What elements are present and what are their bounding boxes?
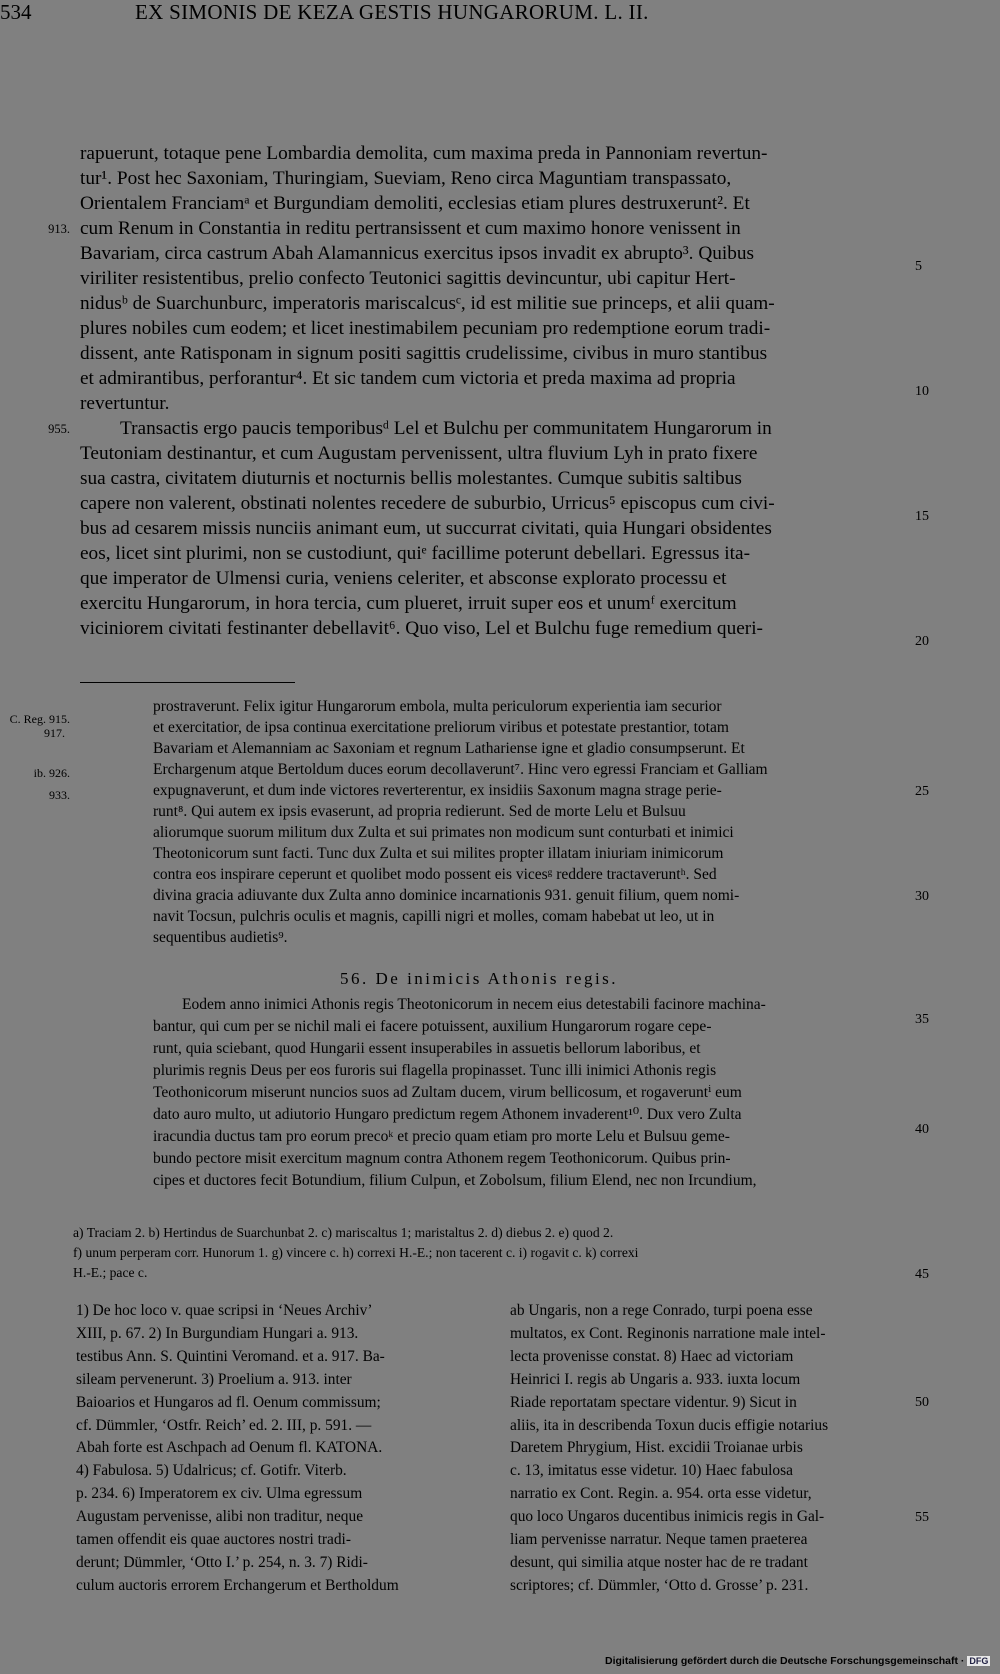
chapter-heading: 56. De inimicis Athonis regis. — [340, 969, 619, 988]
notes-right-column — [510, 1300, 906, 1598]
digitization-footer — [605, 1655, 990, 1667]
text-line: contra eos inspirare ceperunt et quolibet modo possent eis vicesᵍ reddere tractaveruntʰ. Sed — [153, 866, 717, 883]
note-line: Augustam pervenisse, alibi non traditur, neque — [76, 1508, 364, 1526]
variant-line: a) Traciam 2. b) Hertindus de Suarchunbat 2. c) mariscaltus 1; maristaltus 2. d) diebus 2. e) quod 2. — [73, 1225, 614, 1240]
text-line: Theotonicorum sunt facti. Tunc dux Zulta et sui milites propter illatam iniuriam inimicorum — [153, 845, 724, 862]
note-line: ab Ungaris, non a rege Conrado, turpi poena esse — [510, 1302, 813, 1319]
line-number: 20 — [915, 634, 929, 649]
line-number: 50 — [915, 1395, 929, 1410]
line-number: 15 — [915, 509, 929, 524]
line-number: 40 — [915, 1122, 929, 1137]
text-line: runt, quia sciebant, quod Hungarii essent insuperabiles in assuetis bellorum laboribus, et — [153, 1040, 701, 1057]
note-line: liam pervenisse narratur. Neque tamen praeterea — [510, 1531, 808, 1549]
note-line: p. 234. 6) Imperatorem ex civ. Ulma egressum — [76, 1485, 363, 1503]
notes-left-column — [76, 1300, 472, 1598]
footnote-rule — [80, 682, 295, 683]
text-line: bus ad cesarem missis nunciis animant eum, ut succurrat civitati, quia Hungari obsidentes — [80, 518, 772, 539]
note-line: narratio ex Cont. Regin. a. 954. orta esse videtur, — [510, 1485, 812, 1503]
note-line: Heinrici I. regis ab Ungaris a. 933. iuxta locum — [510, 1370, 801, 1388]
text-line: Eodem anno inimici Athonis regis Theotonicorum in necem eius detestabili facinore machina- — [182, 996, 766, 1013]
text-line: bantur, qui cum per se nichil mali ei facere potuissent, auxilium Hungarorum rogare cepe- — [153, 1018, 712, 1035]
text-line: Bavariam, circa castrum Abah Alamannicus exercitus ipsos invadit ex abrupto³. Quibus — [80, 243, 755, 264]
running-title: EX SIMONIS DE KEZA GESTIS HUNGARORUM. L. II. — [135, 0, 649, 24]
text-line: cum Renum in Constantia in reditu pertransissent et cum maximo honore venissent in — [80, 218, 741, 239]
page-number: 534 — [0, 0, 32, 24]
text-line: viciniorem civitati festinanter debellavit⁶. Quo viso, Lel et Bulchu fuge remedium queri- — [80, 618, 763, 639]
footer-text: Digitalisierung gefördert durch die Deutsche Forschungsgemeinschaft · — [605, 1655, 965, 1667]
note-line: lecta provenisse constat. 8) Haec ad victoriam — [510, 1347, 794, 1365]
text-line: Erchargenum atque Bertoldum duces eorum decollaverunt⁷. Hinc vero egressi Franciam et Galliam — [153, 761, 768, 778]
variant-line: H.-E.; pace c. — [73, 1265, 148, 1280]
line-number: 55 — [915, 1510, 929, 1525]
note-line: Abah forte est Aschpach ad Oenum fl. KATONA. — [76, 1439, 383, 1457]
text-line: nidusᵇ de Suarchunburc, imperatoris mariscalcusᶜ, id est militie sue princeps, et alii quam- — [80, 293, 775, 314]
margin-year: 955. — [48, 422, 70, 436]
text-line: divina gracia adiuvante dux Zulta anno dominice incarnationis 931. genuit filium, quem nomi- — [153, 887, 740, 904]
margin-source: ib. 926. — [33, 766, 70, 780]
text-line: Teutoniam destinantur, et cum Augustam pervenissent, ultra fluvium Lyh in prato fixere — [80, 443, 758, 464]
text-line: expugnaverunt, et dum inde victores reverterentur, ex insidiis Saxonum magna strage perie- — [153, 782, 722, 799]
line-number: 25 — [915, 784, 929, 799]
line-number: 10 — [915, 384, 929, 399]
text-line: dato auro multo, ut adiutorio Hungaro predictum regem Athonem invaderent¹⁰. Dux vero Zulta — [153, 1106, 742, 1123]
text-line: iracundia ductus tam pro eorum precoᵏ et precio quam etiam pro morte Lelu et Bulsuu geme- — [153, 1128, 730, 1145]
note-line: 1) De hoc loco v. quae scripsi in ‘Neues Archiv’ — [76, 1302, 373, 1319]
note-line: sileam pervenerunt. 3) Proelium a. 913. inter — [76, 1370, 352, 1388]
text-line: et exercitatior, de ipsa continua exercitatione preliorum viribus et potestate prestantior, totam — [153, 719, 729, 736]
text-line: plurimis regnis Deus per eos furoris sui flagella propinasset. Tunc illi inimici Athonis regis — [153, 1062, 717, 1079]
running-header — [0, 0, 690, 30]
margin-source: 917. — [44, 726, 65, 740]
note-line: cf. Dümmler, ‘Ostfr. Reich’ ed. 2. III, p. 591. — — [76, 1416, 372, 1434]
text-line: plures nobiles cum eodem; et licet inestimabilem pecuniam pro redemptione eorum tradi- — [80, 318, 771, 339]
text-line: revertuntur. — [80, 393, 170, 414]
line-number: 5 — [915, 259, 922, 274]
text-line: cipes et ductores fecit Botundium, filium Culpun, et Zobolsum, filium Elend, nec non Ircundium, — [153, 1172, 757, 1189]
text-line: Orientalem Franciamᵃ et Burgundiam demoliti, ecclesias etiam plures destruxerunt². Et — [80, 193, 750, 214]
text-line: et admirantibus, perforantur⁴. Et sic tandem cum victoria et preda maxima ad propria — [80, 368, 736, 389]
text-line: runt⁸. Qui autem ex ipsis evaserunt, ad propria redierunt. Sed de morte Lelu et Bulsuu — [153, 803, 686, 820]
margin-source: C. Reg. 915. — [9, 712, 70, 726]
note-line: aliis, ita in describenda Toxun ducis effigie notarius — [510, 1416, 829, 1434]
line-number: 45 — [915, 1267, 929, 1282]
note-line: derunt; Dümmler, ‘Otto I.’ p. 254, n. 3. 7) Ridi- — [76, 1553, 368, 1571]
variant-line: f) unum perperam corr. Hunorum 1. g) vincere c. h) correxi H.-E.; non tacerent c. i) rogavit c. k) correxi — [73, 1245, 639, 1260]
note-line: XIII, p. 67. 2) In Burgundiam Hungari a. 913. — [76, 1324, 359, 1342]
text-line: Transactis ergo paucis temporibusᵈ Lel et Bulchu per communitatem Hungarorum in — [120, 418, 772, 439]
text-line: Teothonicorum miserunt nuncios suos ad Zultam ducem, virum bellicosum, et rogaveruntⁱ eum — [153, 1084, 742, 1101]
text-line: tur¹. Post hec Saxoniam, Thuringiam, Sueviam, Reno circa Maguntiam transpassato, — [80, 168, 732, 189]
text-line: navit Tocsun, pulchris oculis et magnis, capilli nigri et molles, comam habebat ut leo, ut in — [153, 908, 715, 925]
text-line: capere non valerent, obstinati nolentes recedere de suburbio, Urricus⁵ episcopus cum civi- — [80, 493, 775, 514]
text-line: sequentibus audietis⁹. — [153, 929, 288, 946]
note-line: c. 13, imitatus esse videtur. 10) Haec fabulosa — [510, 1462, 793, 1480]
note-line: Baioarios et Hungaros ad fl. Oenum commissum; — [76, 1393, 381, 1411]
dfg-badge: DFG — [969, 1656, 989, 1666]
line-number: 35 — [915, 1012, 929, 1027]
text-line: prostraverunt. Felix igitur Hungarorum embola, multa periculorum experientia iam securior — [153, 698, 722, 715]
note-line: testibus Ann. S. Quintini Veromand. et a. 917. Ba- — [76, 1347, 385, 1365]
note-line: scriptores; cf. Dümmler, ‘Otto d. Grosse’ p. 231. — [510, 1576, 809, 1594]
text-line: rapuerunt, totaque pene Lombardia demolita, cum maxima preda in Pannoniam revertun- — [80, 143, 768, 164]
line-number: 30 — [915, 889, 929, 904]
text-line: que imperator de Ulmensi curia, veniens celeriter, et absconse explorato processu et — [80, 568, 727, 589]
text-line: bundo pectore misit exercitum magnum contra Athonem regem Teothonicorum. Quibus prin- — [153, 1150, 731, 1167]
text-line: dissent, ante Ratisponam in signum positi sagittis crudelissime, civibus in muro stantibus — [80, 343, 768, 364]
text-line: eos, licet sint plurimi, non se custodiunt, quiᵉ facillime poterunt debellari. Egressus ita- — [80, 543, 751, 564]
text-line: viriliter resistentibus, prelio confecto Teutonici sagittis devincuntur, ubi capitur Hert- — [80, 268, 736, 289]
text-line: aliorumque suorum militum dux Zulta et sui primates non modicum sunt conturbati et inimici — [153, 824, 734, 841]
text-line: sua castra, civitatem diuturnis et nocturnis bellis molestantes. Cumque subitis saltibus — [80, 468, 742, 489]
note-line: multatos, ex Cont. Reginonis narratione male intel- — [510, 1324, 826, 1342]
note-line: 4) Fabulosa. 5) Udalricus; cf. Gotifr. Viterb. — [76, 1462, 347, 1480]
margin-source: 933. — [49, 788, 70, 802]
note-line: tamen offendit eis quae auctores nostri tradi- — [76, 1531, 351, 1549]
text-line: Bavariam et Alemanniam ac Saxoniam et regnum Lathariense igne et gladio consumpserunt. Et — [153, 740, 745, 757]
note-line: quo loco Ungaros ducentibus inimicis regis in Gal- — [510, 1508, 825, 1526]
text-line: exercitu Hungarorum, in hora tercia, cum plueret, irruit super eos et unumᶠ exercitum — [80, 593, 737, 614]
note-line: Daretem Phrygium, Hist. excidii Troianae urbis — [510, 1439, 803, 1457]
margin-year: 913. — [48, 222, 70, 236]
note-line: Riade reportatam spectare videntur. 9) Sicut in — [510, 1393, 797, 1411]
note-line: desunt, qui similia atque noster hac de re tradant — [510, 1553, 808, 1571]
note-line: culum auctoris errorem Erchangerum et Bertholdum — [76, 1576, 399, 1594]
